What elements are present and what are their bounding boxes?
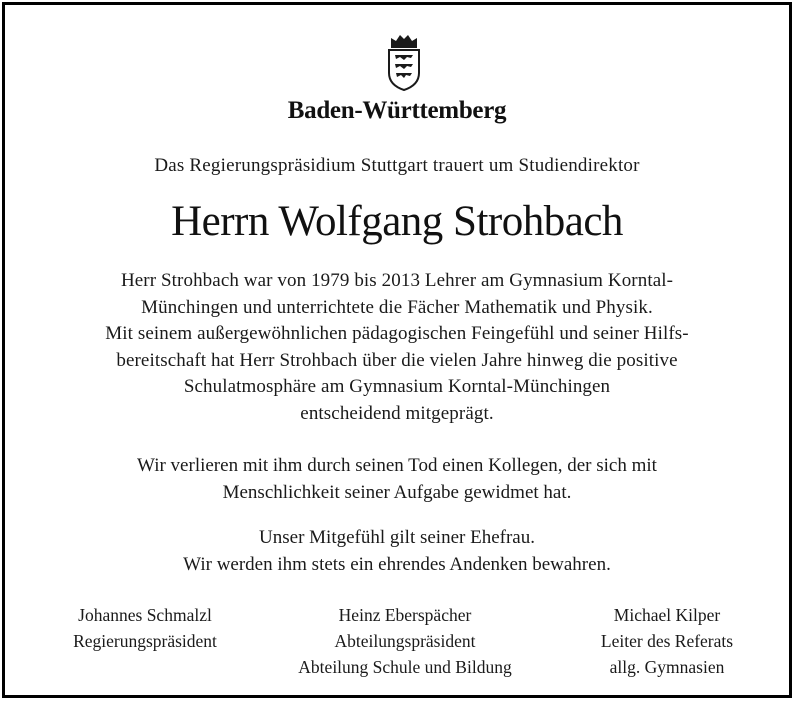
text-line: Menschlichkeit seiner Aufgabe gewidmet hat. (222, 481, 572, 503)
signatory-name: Michael Kilper (613, 605, 721, 625)
colleague-paragraph (5, 453, 789, 506)
signature-block-center (275, 602, 535, 680)
text-line: Wir werden ihm stets ein ehrendes Andenken bewahren. (183, 553, 611, 575)
signatory-name: Heinz Eberspächer (338, 605, 472, 625)
intro-line: Das Regierungspräsidium Stuttgart trauert um Studiendirektor (154, 155, 640, 176)
signatory-name: Johannes Schmalzl (78, 605, 212, 625)
signature-block-right (577, 602, 757, 680)
signatory-title: Regierungspräsident (73, 631, 217, 651)
signatory-title: Abteilungspräsident (334, 631, 476, 651)
obituary-frame (2, 2, 792, 698)
signature-block-left (47, 602, 243, 654)
state-name: Baden-Württemberg (287, 97, 507, 124)
text-line: Schulatmosphäre am Gymnasium Korntal-Münchingen (183, 376, 611, 397)
condolence-paragraph (5, 525, 789, 578)
deceased-name: Herrn Wolfgang Strohbach (171, 198, 623, 245)
signatory-title: Abteilung Schule und Bildung (298, 657, 512, 677)
signatory-title: allg. Gymnasien (609, 657, 725, 677)
text-line: Münchingen und unterrichtete die Fächer Mathematik und Physik. (141, 296, 653, 318)
coat-of-arms-icon (386, 33, 422, 91)
text-line: Herr Strohbach war von 1979 bis 2013 Lehrer am Gymnasium Korntal- (120, 270, 674, 291)
text-line: Unser Mitgefühl gilt seiner Ehefrau. (259, 527, 535, 548)
tribute-paragraph (5, 268, 789, 427)
text-line: bereitschaft hat Herr Strohbach über die vielen Jahre hinweg die positive (116, 349, 678, 371)
text-line: Wir verlieren mit ihm durch seinen Tod einen Kollegen, der sich mit (137, 455, 657, 476)
text-line: Mit seinem außergewöhnlichen pädagogischen Feingefühl und seiner Hilfs- (105, 323, 689, 344)
signatory-title: Leiter des Referats (600, 631, 734, 651)
text-line: entscheidend mitgeprägt. (300, 402, 494, 424)
